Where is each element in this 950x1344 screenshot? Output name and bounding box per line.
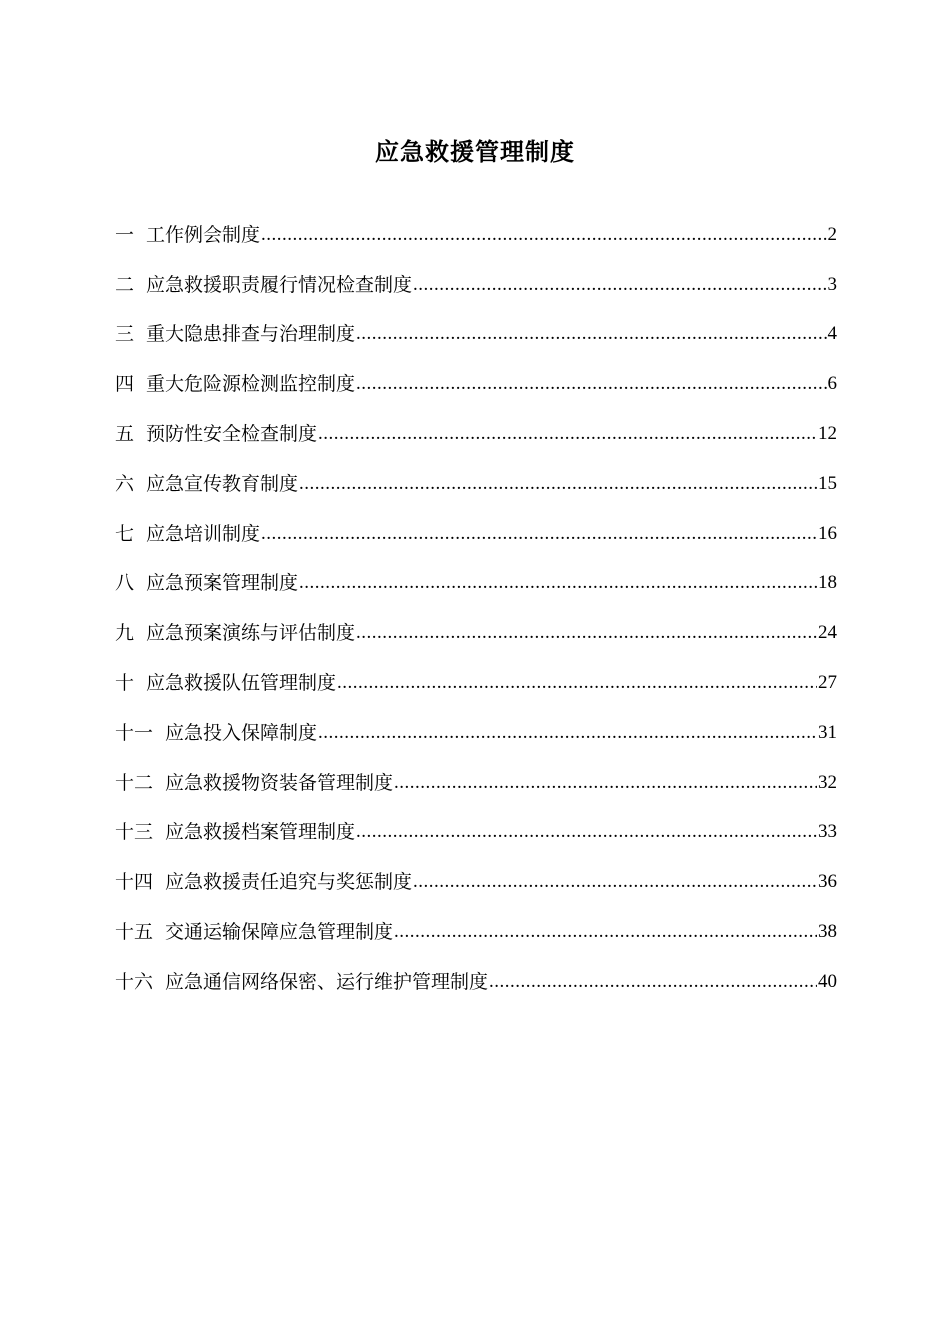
- toc-dot-leader: [261, 514, 817, 554]
- toc-entry-title: 重大隐患排查与治理制度: [146, 323, 356, 346]
- toc-entry-page: 36: [818, 871, 837, 893]
- toc-entry[interactable]: [115, 852, 837, 902]
- toc-entry-number: 一: [115, 223, 135, 246]
- toc-entry-page: 18: [818, 572, 837, 594]
- toc-entry-page: 4: [827, 323, 837, 345]
- toc-entry[interactable]: [115, 902, 837, 952]
- toc-entry-page: 33: [818, 821, 837, 843]
- toc-entry[interactable]: [115, 255, 837, 305]
- toc-entry-number: 五: [115, 422, 135, 445]
- toc-dot-leader: [489, 962, 817, 1002]
- toc-dot-leader: [356, 364, 826, 404]
- toc-entry-title: 应急投入保障制度: [165, 721, 318, 744]
- toc-entry-page: 15: [818, 472, 837, 494]
- toc-entry-number: 十: [115, 671, 135, 694]
- toc-entry-page: 40: [818, 970, 837, 992]
- toc-dot-leader: [318, 713, 817, 753]
- toc-dot-leader: [413, 265, 826, 305]
- toc-dot-leader: [337, 663, 817, 703]
- toc-entry-number: 八: [115, 572, 135, 595]
- toc-entry-title: 应急培训制度: [146, 522, 261, 545]
- toc-entry[interactable]: [115, 454, 837, 504]
- toc-entry-number: 十二: [115, 771, 154, 794]
- toc-dot-leader: [356, 812, 817, 852]
- toc-dot-leader: [318, 414, 817, 454]
- toc-entry-page: 3: [827, 273, 837, 295]
- toc-entry-title: 重大危险源检测监控制度: [146, 373, 356, 396]
- toc-entry-number: 十一: [115, 721, 154, 744]
- toc-entry-page: 16: [818, 522, 837, 544]
- toc-entry-title: 应急救援档案管理制度: [165, 821, 356, 844]
- toc-entry-title: 应急预案演练与评估制度: [146, 622, 356, 645]
- toc-entry-page: 12: [818, 422, 837, 444]
- toc-entry[interactable]: [115, 554, 837, 604]
- toc-entry-title: 应急预案管理制度: [146, 572, 299, 595]
- toc-entry[interactable]: [115, 305, 837, 355]
- toc-entry-page: 24: [818, 622, 837, 644]
- toc-entry[interactable]: [115, 703, 837, 753]
- toc-entry[interactable]: [115, 653, 837, 703]
- toc-entry-number: 七: [115, 522, 135, 545]
- toc-entry[interactable]: [115, 205, 837, 255]
- toc-entry-title: 应急救援职责履行情况检查制度: [146, 273, 413, 296]
- toc-entry-page: 6: [827, 373, 837, 395]
- toc-entry-number: 九: [115, 622, 135, 645]
- toc-entry-title: 交通运输保障应急管理制度: [165, 920, 394, 943]
- toc-entry-number: 十六: [115, 970, 154, 993]
- toc-dot-leader: [356, 613, 817, 653]
- toc-dot-leader: [394, 763, 817, 803]
- toc-entry-title: 预防性安全检查制度: [146, 422, 318, 445]
- toc-entry[interactable]: [115, 504, 837, 554]
- toc-entry-number: 十三: [115, 821, 154, 844]
- table-of-contents: [115, 205, 837, 1002]
- toc-entry[interactable]: [115, 753, 837, 803]
- toc-entry-number: 十五: [115, 920, 154, 943]
- toc-entry[interactable]: [115, 803, 837, 853]
- toc-entry[interactable]: [115, 354, 837, 404]
- toc-entry-title: 应急救援队伍管理制度: [146, 671, 337, 694]
- toc-entry-number: 十四: [115, 871, 154, 894]
- toc-entry-page: 27: [818, 671, 837, 693]
- toc-dot-leader: [299, 563, 817, 603]
- toc-entry-page: 32: [818, 771, 837, 793]
- toc-entry-number: 四: [115, 373, 135, 396]
- toc-entry-number: 三: [115, 323, 135, 346]
- toc-entry-number: 二: [115, 273, 135, 296]
- toc-entry[interactable]: [115, 952, 837, 1002]
- toc-dot-leader: [261, 215, 826, 255]
- toc-entry-page: 38: [818, 920, 837, 942]
- toc-dot-leader: [299, 464, 817, 504]
- toc-dot-leader: [356, 314, 826, 354]
- toc-dot-leader: [394, 912, 817, 952]
- document-title: 应急救援管理制度: [375, 137, 575, 166]
- toc-entry-page: 31: [818, 721, 837, 743]
- toc-entry-title: 工作例会制度: [146, 223, 261, 246]
- toc-entry[interactable]: [115, 404, 837, 454]
- toc-entry-number: 六: [115, 472, 135, 495]
- toc-entry-title: 应急宣传教育制度: [146, 472, 299, 495]
- toc-entry-title: 应急通信网络保密、运行维护管理制度: [165, 970, 489, 993]
- toc-entry[interactable]: [115, 603, 837, 653]
- toc-entry-title: 应急救援物资装备管理制度: [165, 771, 394, 794]
- toc-entry-title: 应急救援责任追究与奖惩制度: [165, 871, 413, 894]
- toc-entry-page: 2: [827, 223, 837, 245]
- toc-dot-leader: [413, 862, 817, 902]
